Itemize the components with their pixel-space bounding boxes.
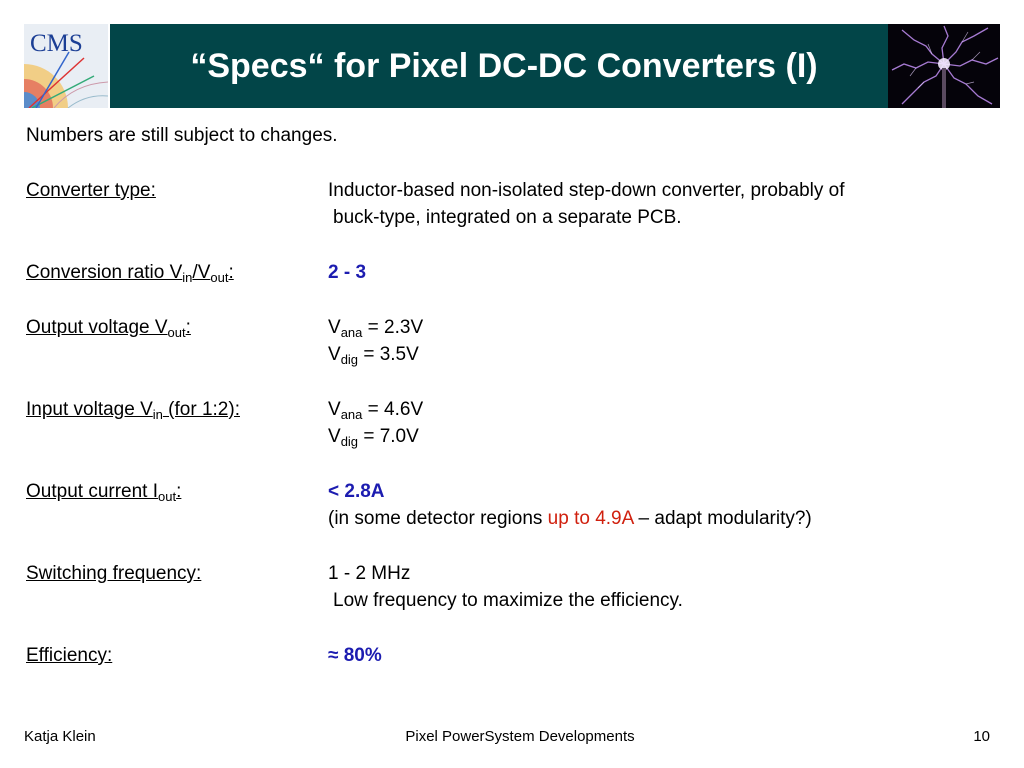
output-voltage-ana: $V_{ana} = 2.3V$: [328, 317, 424, 340]
output-current-value: < 2.8A: [328, 481, 385, 502]
footer-author: Katja Klein: [24, 728, 96, 745]
efficiency-value: ≈ 80%: [328, 645, 382, 666]
converter-type-value-line1: Inductor-based non-isolated step-down converter, probably of: [328, 180, 845, 201]
input-voltage-label: Input voltage $V_{in}$ (for 1:2):: [26, 399, 240, 422]
plasma-photo: [888, 24, 1000, 108]
output-current-peak: up to 4.9A: [547, 508, 634, 529]
page-title: “Specs“ for Pixel DC-DC Converters (I): [190, 47, 818, 85]
converter-type-label: Converter type:: [26, 180, 156, 201]
input-voltage-dig: $V_{dig} = 7.0V$: [328, 426, 419, 449]
switching-frequency-label: Switching frequency:: [26, 563, 202, 584]
cms-logo: [24, 24, 110, 108]
plasma-discharge-image: [888, 24, 1000, 108]
output-voltage-dig: $V_{dig} = 3.5V$: [328, 344, 419, 367]
output-current-label: Output current $I_{out}$:: [26, 481, 182, 504]
page-number: 10: [973, 728, 990, 745]
title-bar: [24, 24, 1000, 108]
converter-type-value-line2: buck-type, integrated on a separate PCB.: [333, 207, 682, 228]
footer-title: Pixel PowerSystem Developments: [405, 728, 635, 745]
cms-logo-text: CMS: [30, 30, 83, 57]
output-voltage-label: Output voltage $V_{out}$:: [26, 317, 191, 340]
conversion-ratio-value: 2 - 3: [328, 262, 367, 283]
intro-note: Numbers are still subject to changes.: [26, 125, 338, 146]
switching-frequency-note: Low frequency to maximize the efficiency.: [333, 590, 683, 611]
input-voltage-ana: $V_{ana} = 4.6V$: [328, 399, 424, 422]
conversion-ratio-label: Conversion ratio $V_{in}/V_{out}$:: [26, 262, 234, 285]
efficiency-label: Efficiency:: [26, 645, 113, 666]
output-current-note: (in some detector regions up to 4.9A – adapt modularity?): [328, 508, 812, 529]
switching-frequency-value: 1 - 2 MHz: [328, 563, 411, 584]
